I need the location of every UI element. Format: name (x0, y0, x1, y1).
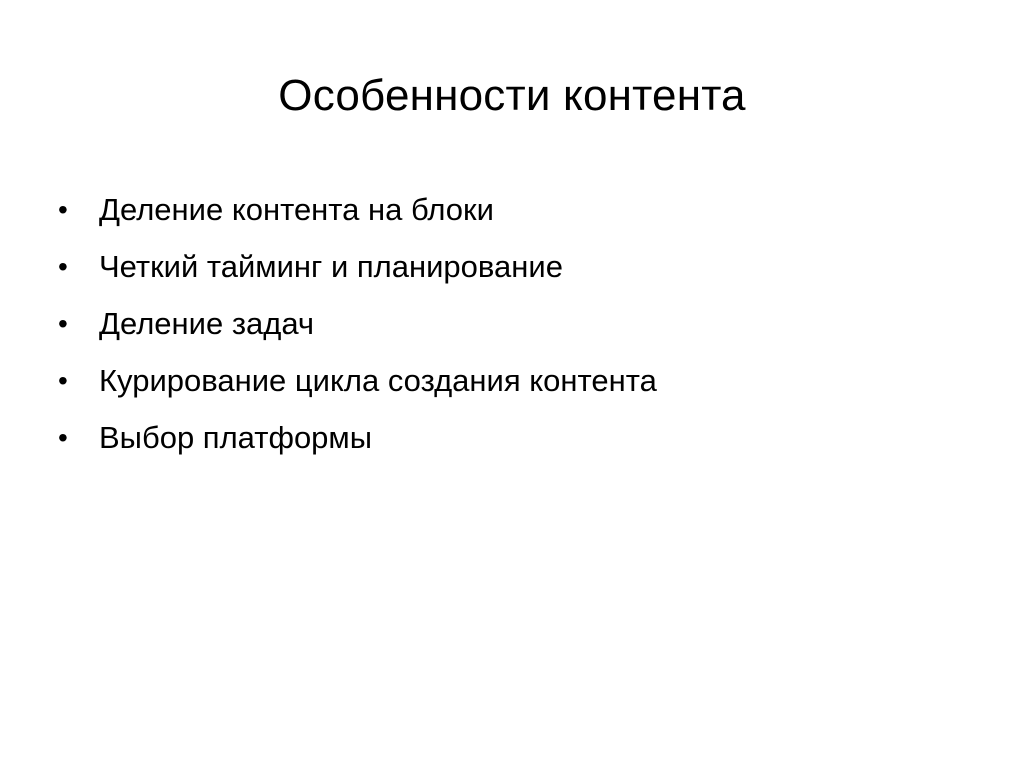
bullet-icon: • (58, 194, 68, 225)
bullet-item (58, 184, 958, 241)
bullet-icon: • (58, 308, 68, 339)
bullet-text: Курирование цикла создания контента (99, 363, 657, 398)
slide-title: Особенности контента (278, 71, 746, 120)
bullet-item (58, 298, 958, 355)
bullet-icon: • (58, 251, 68, 282)
bullet-text: Четкий тайминг и планирование (99, 249, 563, 284)
bullet-icon: • (58, 422, 68, 453)
bullet-icon: • (58, 365, 68, 396)
bullet-text: Деление контента на блоки (99, 192, 494, 227)
bullet-list (58, 184, 958, 469)
bullet-item (58, 241, 958, 298)
bullet-item (58, 355, 958, 412)
bullet-item (58, 412, 958, 469)
bullet-text: Выбор платформы (99, 420, 373, 455)
bullet-text: Деление задач (99, 306, 315, 341)
